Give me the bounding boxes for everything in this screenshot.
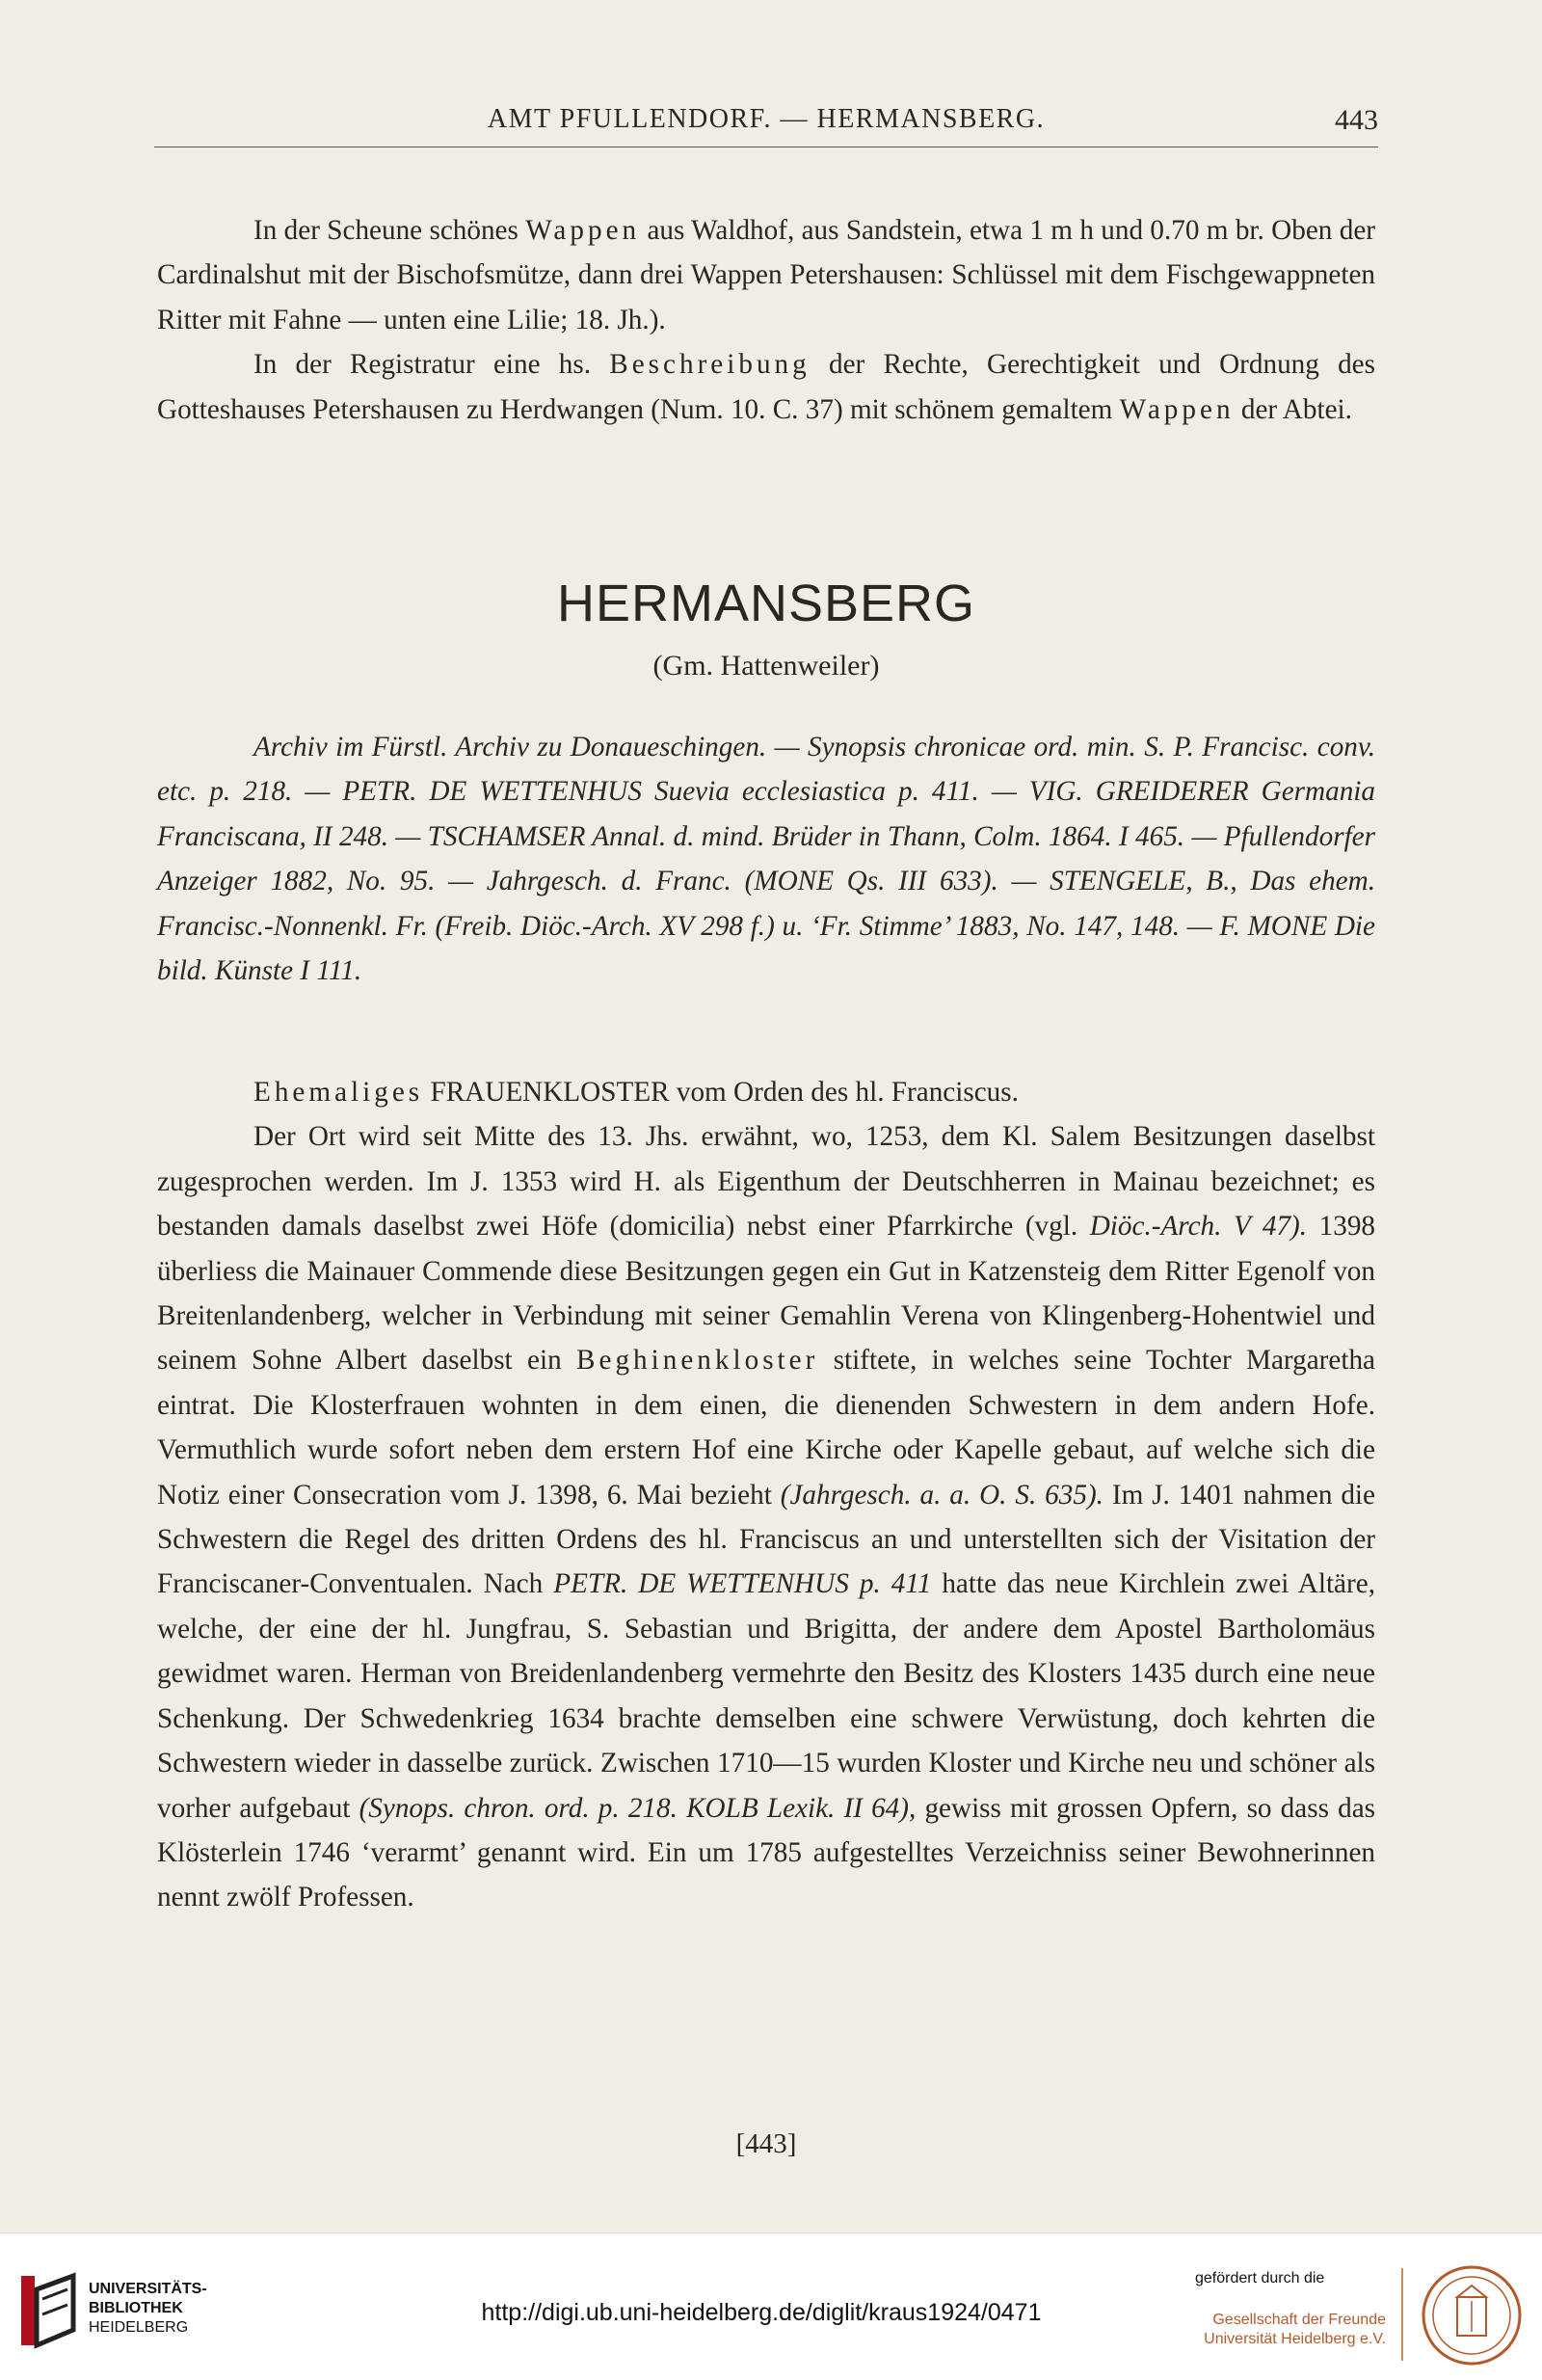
running-title: AMT PFULLENDORF. — HERMANSBERG. — [487, 104, 1046, 134]
university-seal-icon — [1419, 2262, 1525, 2368]
page-sigil: [443] — [735, 2128, 797, 2159]
library-name — [89, 2280, 207, 2338]
funded-by-label: gefördert durch die — [1195, 2270, 1325, 2286]
citation: (Synops. chron. ord. p. 218. KOLB Lexik. II 64), — [359, 1792, 917, 1824]
citation: PETR. DE WETTENHUS p. 411 — [553, 1568, 932, 1600]
text-run: stiftete, in welches seine Tochter Margaretha eintrat. Die Klosterfrauen wohnten in dem einen, die dienenden Schwestern in dem andern Hofe. Vermuthlich wurde sofort neben dem erstern Hof eine Kirche oder Kapelle gebaut, auf welche sich die Notiz einer Consecration vom J. 1398, 6. Mai bezieht — [157, 1345, 1375, 1511]
library-logo-icon — [15, 2270, 83, 2351]
text-run: Im J. 1401 nahmen die Schwestern die Regel des dritten Ordens des hl. Franciscus an und unterstellten sich der Visitation der Franciscaner-Conventualen. Nach — [157, 1479, 1375, 1600]
sources-paragraph: Archiv im Fürstl. Archiv zu Donaueschingen. — Synopsis chronicae ord. min. S. P. Francisc. conv. etc. p. 218. — PETR. DE WETTENHUS Suevia ecclesiastica p. 411. — VIG. GREIDERER Germania Franciscana, II 248. — TSCHAMSER Annal. d. mind. Brüder in Thann, Colm. 1864. I 465. — Pfullendorfer Anzeiger 1882, No. 95. — Jahrgesch. d. Franc. (MONE Qs. III 633). — STENGELE, B., Das ehem. Francisc.-Nonnenkl. Fr. (Freib. Diöc.-Arch. XV 298 f.) u. ‘Fr. Stimme’ 1883, No. 147, 148. — F. MONE Die bild. Künste I 111. — [157, 732, 1375, 987]
section-subtitle: (Gm. Hattenweiler) — [652, 650, 880, 682]
text-run: der Abtei. — [1234, 393, 1352, 425]
library-name-line: BIBLIOTHEK — [89, 2300, 183, 2316]
running-head — [154, 104, 1378, 147]
library-name-line: UNIVERSITÄTS- — [89, 2281, 207, 2297]
text-run: Der Ort wird seit Mitte des 13. Jhs. erwähnt, wo, 1253, dem Kl. Salem Besitzungen daselbst zugesprochen werden. Im J. 1353 wird H. als Eigenthum der Deutschherren in Mainau bezeichnet; es bestanden damals daselbst zwei Höfe (domicilia) nebst einer Pfarrkirche (vgl. — [157, 1121, 1375, 1243]
text-run: gewiss mit grossen Opfern, so dass das Klösterlein 1746 ‘verarmt’ genannt wird. Ein um 1785 aufgestelltes Verzeichniss seiner Bewohnerinnen nennt zwölf Professen. — [157, 1792, 1376, 1913]
society-name-line: Universität Heidelberg e.V. — [1204, 2331, 1386, 2347]
citation: (Jahrgesch. a. a. O. S. 635). — [780, 1479, 1103, 1511]
text-run: 1398 überliess die Mainauer Commende diese Besitzungen gegen ein Gut in Katzensteig dem Ritter Egenolf von Breitenlandenberg, welcher in Verbindung mit seiner Gemahlin Verena von Klingenberg-Hohentwiel und seinem Sohne Albert daselbst ein — [157, 1211, 1376, 1377]
intro-text — [157, 208, 1375, 432]
intro-paragraph-1 — [157, 208, 1375, 342]
library-name-line: HEIDELBERG — [89, 2319, 189, 2336]
society-name — [1195, 2311, 1386, 2349]
footer-divider — [1401, 2268, 1403, 2361]
convent-heading — [157, 1070, 1375, 1114]
intro-paragraph-2 — [157, 342, 1375, 432]
spaced-term: Beghinenkloster — [576, 1345, 819, 1377]
page-number: 443 — [1335, 104, 1378, 136]
text-run: FRAUENKLOSTER vom Orden des hl. Franciscus. — [423, 1077, 1019, 1108]
text-run: hatte das neue Kirchlein zwei Altäre, welche, der eine der hl. Jungfrau, S. Sebastian und Brigitta, der andere dem Apostel Bartholomäus gewidmet waren. Herman von Breidenlandenberg vermehrte den Besitz des Klosters 1435 durch eine neue Schenkung. Der Schwedenkrieg 1634 brachte demselben eine schwere Verwüstung, doch kehrten die Schwestern wieder in dasselbe zurück. Zwischen 1710—15 wurden Kloster und Kirche neu und schöner als vorher aufgebaut — [157, 1568, 1375, 1824]
text-run: In der Scheune schönes — [253, 215, 526, 246]
spaced-term: Wappen — [525, 215, 641, 246]
spaced-term: Wappen — [1119, 393, 1235, 425]
text-run: der Rechte, Gerechtigkeit und Ordnung des Gotteshauses Petershausen zu Herdwangen (Num. 10. C. 37) mit schönem gemaltem — [157, 349, 1375, 425]
sources-block — [157, 725, 1375, 993]
history-paragraph — [157, 1114, 1375, 1919]
permalink-url[interactable]: http://digi.ub.uni-heidelberg.de/diglit/kraus1924/0471 — [481, 2299, 1042, 2326]
society-name-line: Gesellschaft der Freunde — [1212, 2312, 1386, 2328]
text-run: aus Waldhof, aus Sandstein, etwa 1 m h und 0.70 m br. Oben der Cardinalshut mit der Bischofsmütze, dann drei Wappen Petershausen: Schlüssel mit dem Fischgewappneten Ritter mit Fahne — unten eine Lilie; 18. Jh.). — [157, 215, 1375, 335]
section-title: HERMANSBERG — [556, 575, 976, 632]
body-text — [157, 1070, 1375, 1920]
text-run: In der Registratur eine hs. — [253, 349, 610, 381]
spaced-term: Ehemaliges — [253, 1077, 424, 1108]
digitization-footer — [0, 2233, 1542, 2380]
citation: Diöc.-Arch. V 47). — [1089, 1211, 1308, 1243]
spaced-term: Beschreibung — [609, 349, 811, 381]
